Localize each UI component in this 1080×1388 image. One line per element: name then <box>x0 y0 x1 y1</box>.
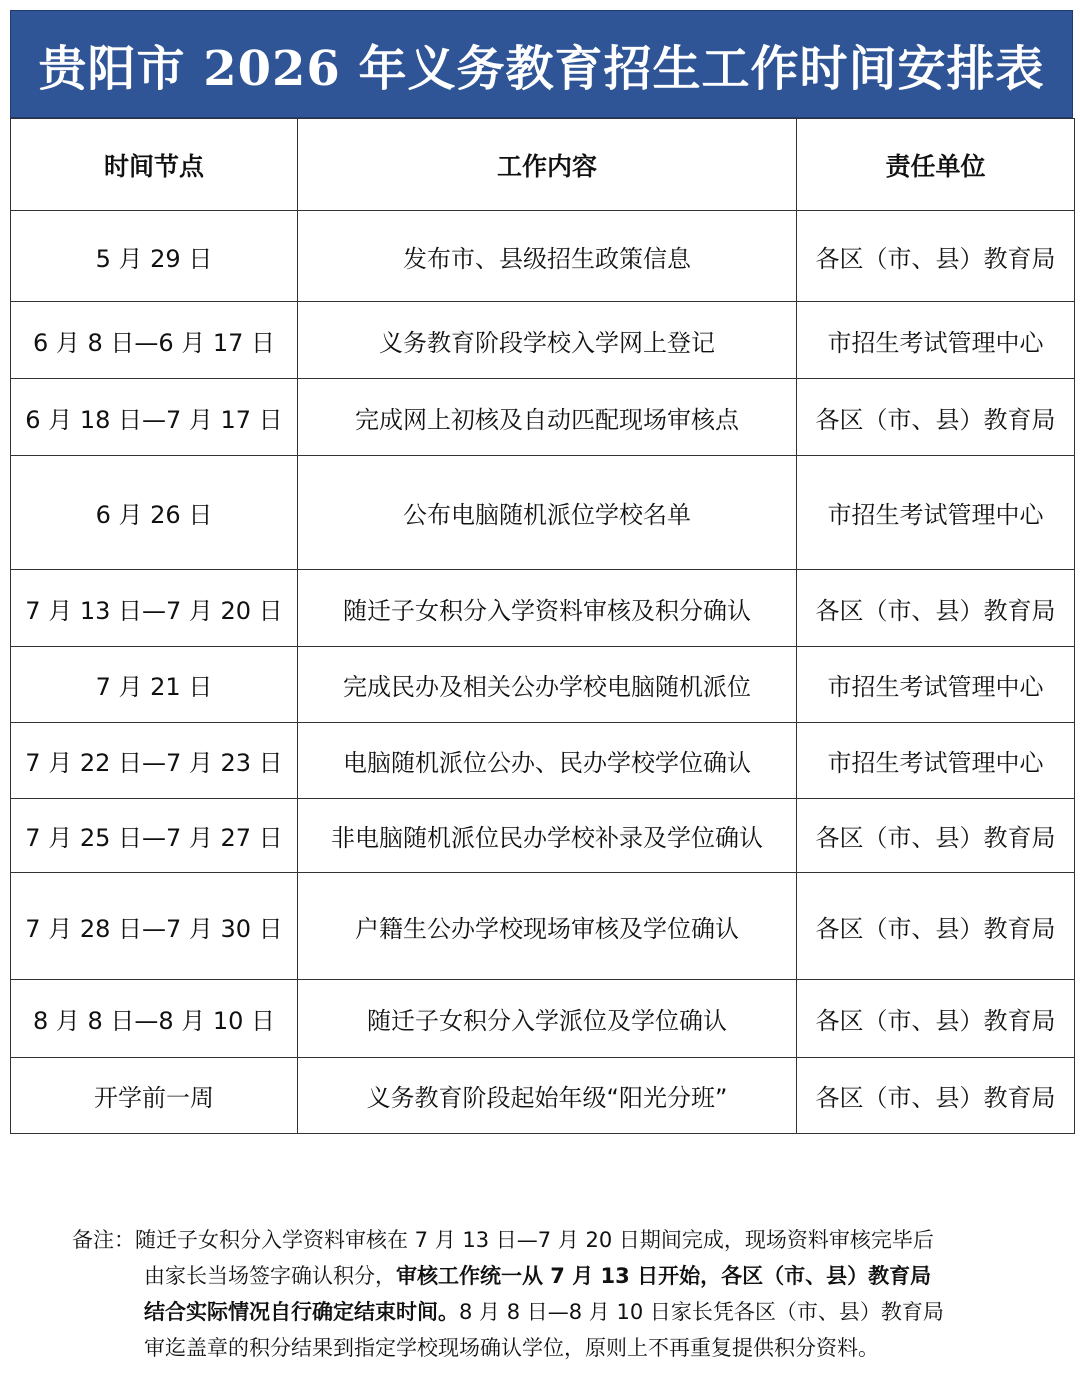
cell-time: 7 月 13 日—7 月 20 日 <box>11 570 298 647</box>
cell-content: 户籍生公办学校现场审核及学位确认 <box>298 873 797 980</box>
cell-content: 完成网上初核及自动匹配现场审核点 <box>298 379 797 456</box>
cell-content: 随迁子女积分入学派位及学位确认 <box>298 980 797 1058</box>
cell-time: 7 月 28 日—7 月 30 日 <box>11 873 298 980</box>
cell-unit: 市招生考试管理中心 <box>797 647 1075 723</box>
table-row <box>11 1058 1075 1134</box>
cell-content: 公布电脑随机派位学校名单 <box>298 456 797 570</box>
table-row <box>11 302 1075 379</box>
notes-section <box>72 1222 1032 1366</box>
table-row <box>11 873 1075 980</box>
cell-content: 义务教育阶段学校入学网上登记 <box>298 302 797 379</box>
cell-content: 非电脑随机派位民办学校补录及学位确认 <box>298 799 797 873</box>
notes-label: 备注： <box>72 1228 135 1252</box>
notes-line-3 <box>72 1294 1032 1330</box>
notes-emphasis: 结合实际情况自行确定结束时间。 <box>144 1300 459 1324</box>
title-banner <box>10 10 1073 118</box>
table-header-row <box>11 119 1075 211</box>
table-row <box>11 647 1075 723</box>
cell-content: 随迁子女积分入学资料审核及积分确认 <box>298 570 797 647</box>
cell-unit: 各区（市、县）教育局 <box>797 799 1075 873</box>
cell-unit: 各区（市、县）教育局 <box>797 1058 1075 1134</box>
header-unit: 责任单位 <box>797 119 1075 211</box>
notes-line-4 <box>72 1330 1032 1366</box>
cell-content: 完成民办及相关公办学校电脑随机派位 <box>298 647 797 723</box>
cell-unit: 各区（市、县）教育局 <box>797 211 1075 302</box>
table-row <box>11 379 1075 456</box>
table-row <box>11 570 1075 647</box>
cell-unit: 各区（市、县）教育局 <box>797 570 1075 647</box>
page-title: 贵阳市 2026 年义务教育招生工作时间安排表 <box>38 40 1045 97</box>
notes-text: 随迁子女积分入学资料审核在 7 月 13 日—7 月 20 日期间完成，现场资料审核完毕后 <box>135 1228 934 1252</box>
cell-time: 7 月 25 日—7 月 27 日 <box>11 799 298 873</box>
cell-content: 电脑随机派位公办、民办学校学位确认 <box>298 723 797 799</box>
cell-unit: 各区（市、县）教育局 <box>797 873 1075 980</box>
cell-unit: 各区（市、县）教育局 <box>797 980 1075 1058</box>
cell-unit: 各区（市、县）教育局 <box>797 379 1075 456</box>
cell-time: 6 月 18 日—7 月 17 日 <box>11 379 298 456</box>
header-time: 时间节点 <box>11 119 298 211</box>
notes-line-2 <box>72 1258 1032 1294</box>
cell-unit: 市招生考试管理中心 <box>797 723 1075 799</box>
table-row <box>11 211 1075 302</box>
table-row <box>11 723 1075 799</box>
cell-content: 义务教育阶段起始年级“阳光分班” <box>298 1058 797 1134</box>
cell-unit: 市招生考试管理中心 <box>797 456 1075 570</box>
cell-time: 开学前一周 <box>11 1058 298 1134</box>
cell-time: 8 月 8 日—8 月 10 日 <box>11 980 298 1058</box>
schedule-table <box>10 118 1075 1134</box>
header-content: 工作内容 <box>298 119 797 211</box>
table-row <box>11 456 1075 570</box>
table-row <box>11 980 1075 1058</box>
cell-time: 7 月 21 日 <box>11 647 298 723</box>
notes-text: 8 月 8 日—8 月 10 日家长凭各区（市、县）教育局 <box>459 1300 944 1324</box>
notes-line-1 <box>72 1222 1032 1258</box>
notes-emphasis: 审核工作统一从 7 月 13 日开始，各区（市、县）教育局 <box>396 1264 932 1288</box>
notes-text: 审迄盖章的积分结果到指定学校现场确认学位，原则上不再重复提供积分资料。 <box>144 1336 879 1360</box>
table-row <box>11 799 1075 873</box>
cell-time: 5 月 29 日 <box>11 211 298 302</box>
cell-unit: 市招生考试管理中心 <box>797 302 1075 379</box>
cell-time: 6 月 26 日 <box>11 456 298 570</box>
cell-content: 发布市、县级招生政策信息 <box>298 211 797 302</box>
cell-time: 6 月 8 日—6 月 17 日 <box>11 302 298 379</box>
cell-time: 7 月 22 日—7 月 23 日 <box>11 723 298 799</box>
notes-text: 由家长当场签字确认积分， <box>144 1264 396 1288</box>
